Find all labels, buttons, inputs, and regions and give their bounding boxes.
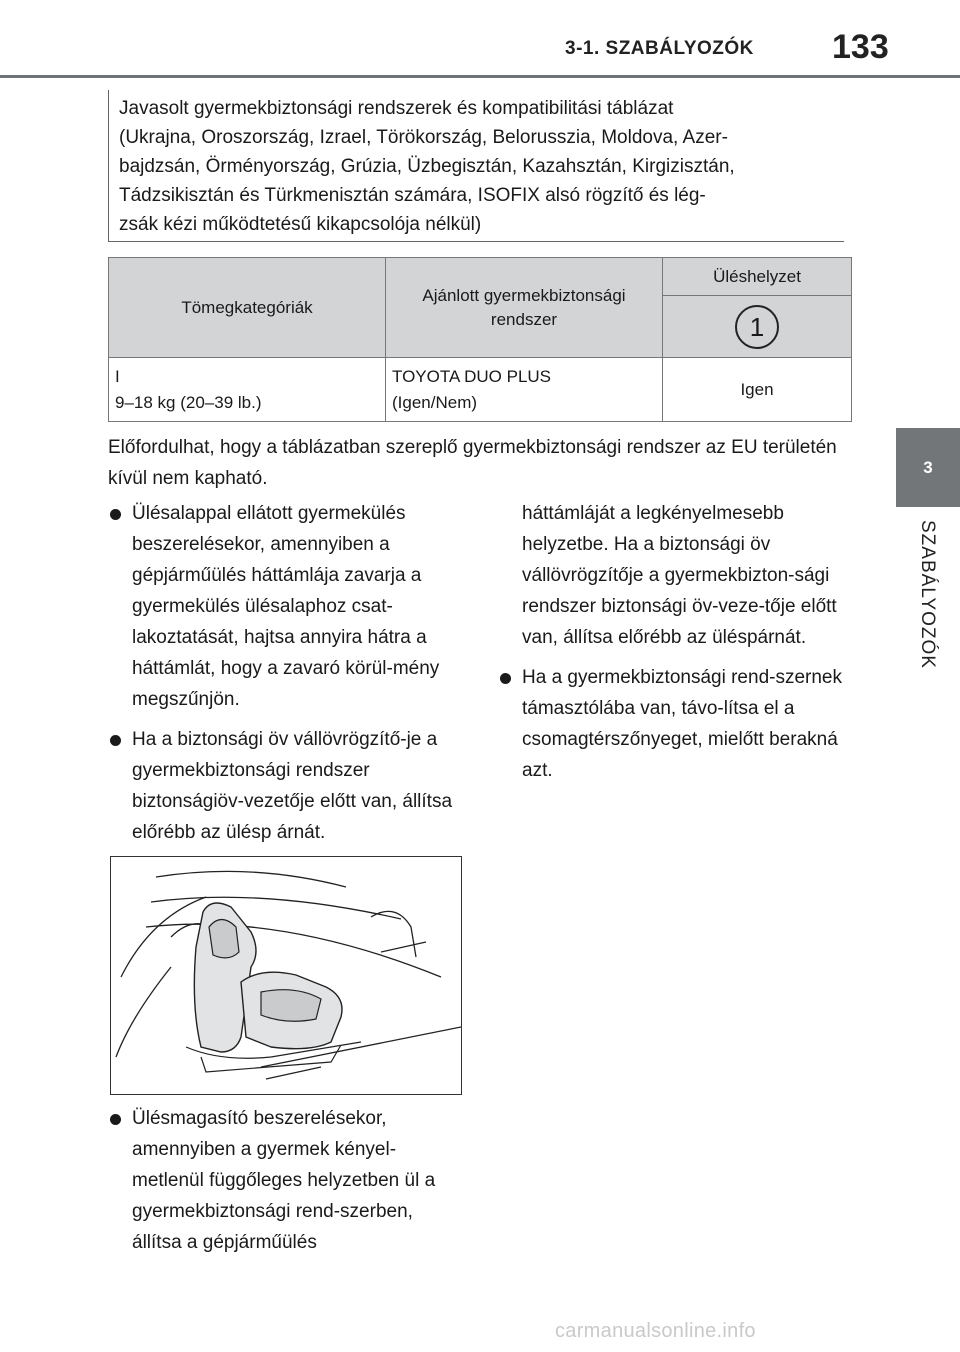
weight-class: I [115, 366, 120, 386]
info-line: bajdzsán, Örményország, Grúzia, Üzbegisztán, Kazahsztán, Kirgizisztán, [119, 156, 735, 177]
compatibility-table [108, 257, 852, 422]
weight-range: 9–18 kg (20–39 lb.) [115, 392, 262, 412]
position-value: Igen [663, 358, 852, 422]
list-item-continuation: háttámláját a legkényelmesebb helyzetbe. Ha a biztonsági öv vállövrögzítője a gyermekbizton-sági rendszer biztonsági öv-veze-tője előtt van, állítsa előrébb az üléspárnát. [522, 503, 837, 648]
system-note: (Igen/Nem) [392, 392, 478, 412]
header-position: Üléshelyzet [663, 258, 852, 296]
chapter-label: SZABÁLYOZÓK [917, 520, 938, 669]
chapter-tab[interactable] [896, 428, 960, 507]
car-seat-illustration-icon [111, 857, 461, 1094]
header-system: Ajánlott gyermekbiztonsági rendszer [386, 258, 663, 358]
bullet-list-right [498, 498, 850, 795]
section-title: 3-1. SZABÁLYOZÓK [565, 38, 754, 59]
compatibility-info-box [108, 90, 844, 242]
seat-position-1: 1 [735, 305, 779, 349]
availability-note: Előfordulhat, hogy a táblázatban szereplő gyermekbiztonsági rendszer az EU területén kívül nem kapható. [108, 437, 837, 489]
header-divider [0, 75, 960, 78]
info-line: Javasolt gyermekbiztonsági rendszerek és kompatibilitási táblázat [119, 98, 674, 119]
header-position-number [663, 296, 852, 358]
table-row [109, 358, 852, 422]
page-number: 133 [832, 28, 889, 66]
chapter-number: 3 [923, 457, 933, 477]
system-name: TOYOTA DUO PLUS [392, 366, 552, 386]
bullet-list-left [108, 498, 464, 857]
system-cell [386, 358, 663, 422]
info-line: (Ukrajna, Oroszország, Izrael, Törökország, Belorusszia, Moldova, Azer- [119, 127, 728, 148]
list-item: Ülésmagasító beszerelésekor, amennyiben a gyermek kényel-metlenül függőleges helyzetben ül a gyermekbiztonsági rend-szerben, állítsa a gépjárműülés [108, 1103, 464, 1258]
bullet-list-left-bottom [108, 1103, 464, 1267]
weight-cell [109, 358, 386, 422]
list-item: Ha a gyermekbiztonsági rend-szernek támasztólába van, távo-lítsa el a csomagtérszőnyeget, mielőtt berakná azt. [498, 662, 850, 786]
watermark: carmanualsonline.info [555, 1320, 756, 1342]
list-item: Ha a biztonsági öv vállövrögzítő-je a gyermekbiztonsági rendszer biztonságiöv-vezetője előtt van, állítsa előrébb az ülésp árnát. [108, 724, 464, 848]
info-line: zsák kézi működtetésű kikapcsolója nélkül) [119, 214, 482, 235]
car-seat-figure [110, 856, 462, 1095]
header-weight: Tömegkategóriák [109, 258, 386, 358]
info-line: Tádzsikisztán és Türkmenisztán számára, ISOFIX alsó rögzítő és lég- [119, 185, 706, 206]
list-item: Ülésalappal ellátott gyermekülés beszerelésekor, amennyiben a gépjárműülés háttámlája zavarja a gyermekülés ülésalaphoz csat-lakoztatását, hajtsa annyira hátra a háttámlát, hogy a zavaró körül-mény megszűnjön. [108, 498, 464, 715]
